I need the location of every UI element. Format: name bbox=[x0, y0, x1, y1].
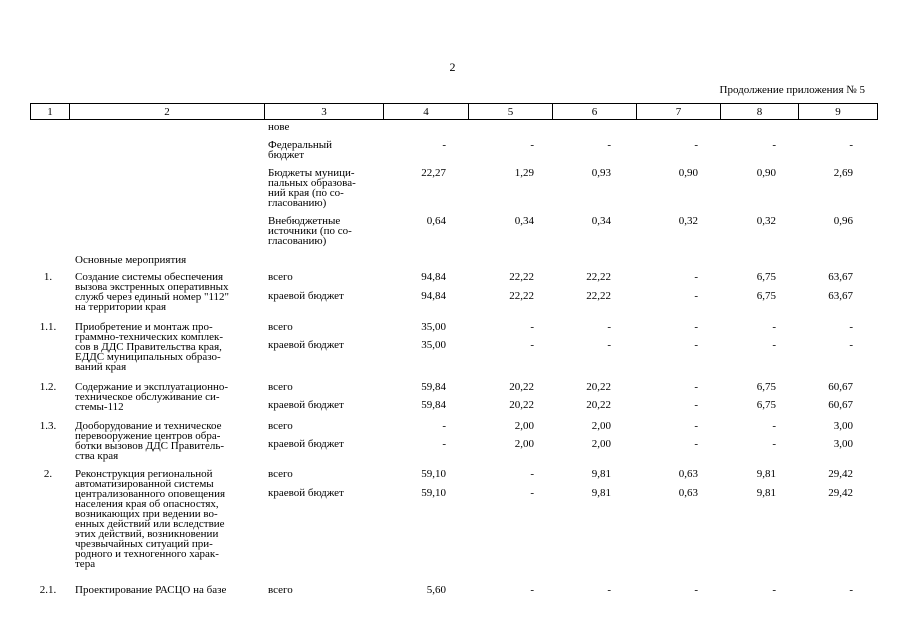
header-col-3: 3 bbox=[265, 104, 384, 120]
value-col-6: 0,34 bbox=[591, 215, 611, 227]
value-col-5: 2,00 bbox=[514, 438, 534, 450]
row-funding-source: всего bbox=[268, 321, 293, 333]
value-col-4: - bbox=[442, 139, 446, 151]
value-col-8: 6,75 bbox=[756, 381, 776, 393]
value-col-6: - bbox=[607, 584, 611, 596]
value-col-7: - bbox=[694, 381, 698, 393]
value-col-4: 22,27 bbox=[421, 167, 446, 179]
value-col-6: - bbox=[607, 339, 611, 351]
value-col-9: 63,67 bbox=[828, 271, 853, 283]
value-col-5: - bbox=[530, 339, 534, 351]
row-funding-source: нове bbox=[268, 121, 290, 133]
row-funding-source: всего bbox=[268, 271, 293, 283]
value-col-6: 22,22 bbox=[586, 271, 611, 283]
value-col-7: - bbox=[694, 420, 698, 432]
value-col-9: 3,00 bbox=[833, 420, 853, 432]
value-col-4: - bbox=[442, 438, 446, 450]
row-activity: Приобретение и монтаж про- граммно-технических комплек- сов в ДДС Правительства края, ЕДДС муниципальных образо- ваний края bbox=[75, 321, 224, 373]
value-col-5: - bbox=[530, 487, 534, 499]
value-col-4: 59,10 bbox=[421, 468, 446, 480]
header-col-1: 1 bbox=[31, 104, 70, 120]
value-col-6: 20,22 bbox=[586, 381, 611, 393]
value-col-5: 20,22 bbox=[509, 399, 534, 411]
value-col-6: 0,93 bbox=[591, 167, 611, 179]
row-funding-source: краевой бюджет bbox=[268, 339, 344, 351]
value-col-6: 20,22 bbox=[586, 399, 611, 411]
value-col-9: 63,67 bbox=[828, 290, 853, 302]
value-col-4: 94,84 bbox=[421, 271, 446, 283]
value-col-8: 0,90 bbox=[756, 167, 776, 179]
row-activity: Дооборудование и техническое перевооружение центров обра- ботки вызовов ДДС Правитель- ства края bbox=[75, 420, 225, 462]
value-col-8: 9,81 bbox=[756, 487, 776, 499]
row-activity: Содержание и эксплуатационно- техническое обслуживание си- стемы-112 bbox=[75, 381, 229, 413]
row-number: 1. bbox=[43, 271, 53, 283]
value-col-9: - bbox=[849, 339, 853, 351]
value-col-7: - bbox=[694, 339, 698, 351]
header-col-8: 8 bbox=[721, 104, 799, 120]
value-col-4: 59,84 bbox=[421, 399, 446, 411]
value-col-4: 5,60 bbox=[426, 584, 446, 596]
section-heading: Основные мероприятия bbox=[75, 254, 187, 266]
value-col-5: 0,34 bbox=[514, 215, 534, 227]
value-col-9: 60,67 bbox=[828, 399, 853, 411]
header-col-7: 7 bbox=[637, 104, 721, 120]
value-col-9: 29,42 bbox=[828, 468, 853, 480]
value-col-9: 3,00 bbox=[833, 438, 853, 450]
value-col-9: - bbox=[849, 139, 853, 151]
value-col-6: 22,22 bbox=[586, 290, 611, 302]
row-number: 1.1. bbox=[39, 321, 57, 333]
row-number: 2.1. bbox=[39, 584, 57, 596]
value-col-8: - bbox=[772, 139, 776, 151]
value-col-6: - bbox=[607, 139, 611, 151]
row-funding-source: всего bbox=[268, 420, 293, 432]
value-col-5: - bbox=[530, 139, 534, 151]
continuation-caption: Продолжение приложения № 5 bbox=[719, 84, 865, 96]
row-funding-source: краевой бюджет bbox=[268, 487, 344, 499]
value-col-8: - bbox=[772, 339, 776, 351]
value-col-8: - bbox=[772, 321, 776, 333]
value-col-8: - bbox=[772, 584, 776, 596]
row-funding-source: всего bbox=[268, 468, 293, 480]
row-number: 1.2. bbox=[39, 381, 57, 393]
value-col-7: 0,32 bbox=[678, 215, 698, 227]
value-col-9: - bbox=[849, 584, 853, 596]
value-col-8: 0,32 bbox=[756, 215, 776, 227]
value-col-5: 2,00 bbox=[514, 420, 534, 432]
value-col-5: - bbox=[530, 584, 534, 596]
value-col-8: - bbox=[772, 420, 776, 432]
row-funding-source: всего bbox=[268, 381, 293, 393]
value-col-4: 59,84 bbox=[421, 381, 446, 393]
value-col-8: - bbox=[772, 438, 776, 450]
row-activity: Реконструкция региональной автоматизированной системы централизованного оповещения населения края об опасностях, возникающих при ведении во- енных действий или вследствие этих действий, возникновении чрезвычайных ситуаций при- родного и техногенного харак- тера bbox=[75, 468, 226, 570]
header-col-2: 2 bbox=[70, 104, 265, 120]
header-col-6: 6 bbox=[553, 104, 637, 120]
value-col-9: 60,67 bbox=[828, 381, 853, 393]
value-col-4: 35,00 bbox=[421, 321, 446, 333]
row-funding-source: Внебюджетные источники (по со- гласованию) bbox=[268, 215, 352, 247]
header-col-9: 9 bbox=[799, 104, 878, 120]
value-col-6: 2,00 bbox=[591, 420, 611, 432]
row-funding-source: всего bbox=[268, 584, 293, 596]
value-col-8: 6,75 bbox=[756, 399, 776, 411]
value-col-9: 2,69 bbox=[833, 167, 853, 179]
row-funding-source: Федеральный бюджет bbox=[268, 139, 333, 161]
value-col-9: 29,42 bbox=[828, 487, 853, 499]
value-col-8: 6,75 bbox=[756, 290, 776, 302]
value-col-7: - bbox=[694, 438, 698, 450]
value-col-7: - bbox=[694, 290, 698, 302]
value-col-8: 9,81 bbox=[756, 468, 776, 480]
value-col-5: - bbox=[530, 468, 534, 480]
value-col-4: - bbox=[442, 420, 446, 432]
value-col-7: - bbox=[694, 584, 698, 596]
row-funding-source: краевой бюджет bbox=[268, 399, 344, 411]
value-col-4: 94,84 bbox=[421, 290, 446, 302]
value-col-5: 1,29 bbox=[514, 167, 534, 179]
value-col-7: - bbox=[694, 139, 698, 151]
value-col-5: - bbox=[530, 321, 534, 333]
value-col-7: 0,90 bbox=[678, 167, 698, 179]
value-col-4: 0,64 bbox=[426, 215, 446, 227]
value-col-6: - bbox=[607, 321, 611, 333]
column-number-header bbox=[30, 103, 878, 120]
value-col-4: 59,10 bbox=[421, 487, 446, 499]
value-col-6: 2,00 bbox=[591, 438, 611, 450]
value-col-8: 6,75 bbox=[756, 271, 776, 283]
header-col-5: 5 bbox=[469, 104, 553, 120]
value-col-6: 9,81 bbox=[591, 468, 611, 480]
row-activity: Создание системы обеспечения вызова экстренных оперативных служб через единый номер "112" на территории края bbox=[75, 271, 230, 313]
row-funding-source: краевой бюджет bbox=[268, 438, 344, 450]
header-col-4: 4 bbox=[384, 104, 469, 120]
row-activity: Проектирование РАСЦО на базе bbox=[75, 584, 227, 596]
value-col-7: - bbox=[694, 271, 698, 283]
row-number: 2. bbox=[43, 468, 53, 480]
row-number: 1.3. bbox=[39, 420, 57, 432]
value-col-5: 22,22 bbox=[509, 271, 534, 283]
value-col-5: 22,22 bbox=[509, 290, 534, 302]
row-funding-source: краевой бюджет bbox=[268, 290, 344, 302]
value-col-5: 20,22 bbox=[509, 381, 534, 393]
value-col-7: - bbox=[694, 399, 698, 411]
value-col-7: - bbox=[694, 321, 698, 333]
value-col-7: 0,63 bbox=[678, 487, 698, 499]
value-col-4: 35,00 bbox=[421, 339, 446, 351]
value-col-9: 0,96 bbox=[833, 215, 853, 227]
value-col-9: - bbox=[849, 321, 853, 333]
value-col-7: 0,63 bbox=[678, 468, 698, 480]
value-col-6: 9,81 bbox=[591, 487, 611, 499]
page-number: 2 bbox=[449, 60, 456, 74]
row-funding-source: Бюджеты муници- пальных образова- ний края (по со- гласованию) bbox=[268, 167, 356, 209]
